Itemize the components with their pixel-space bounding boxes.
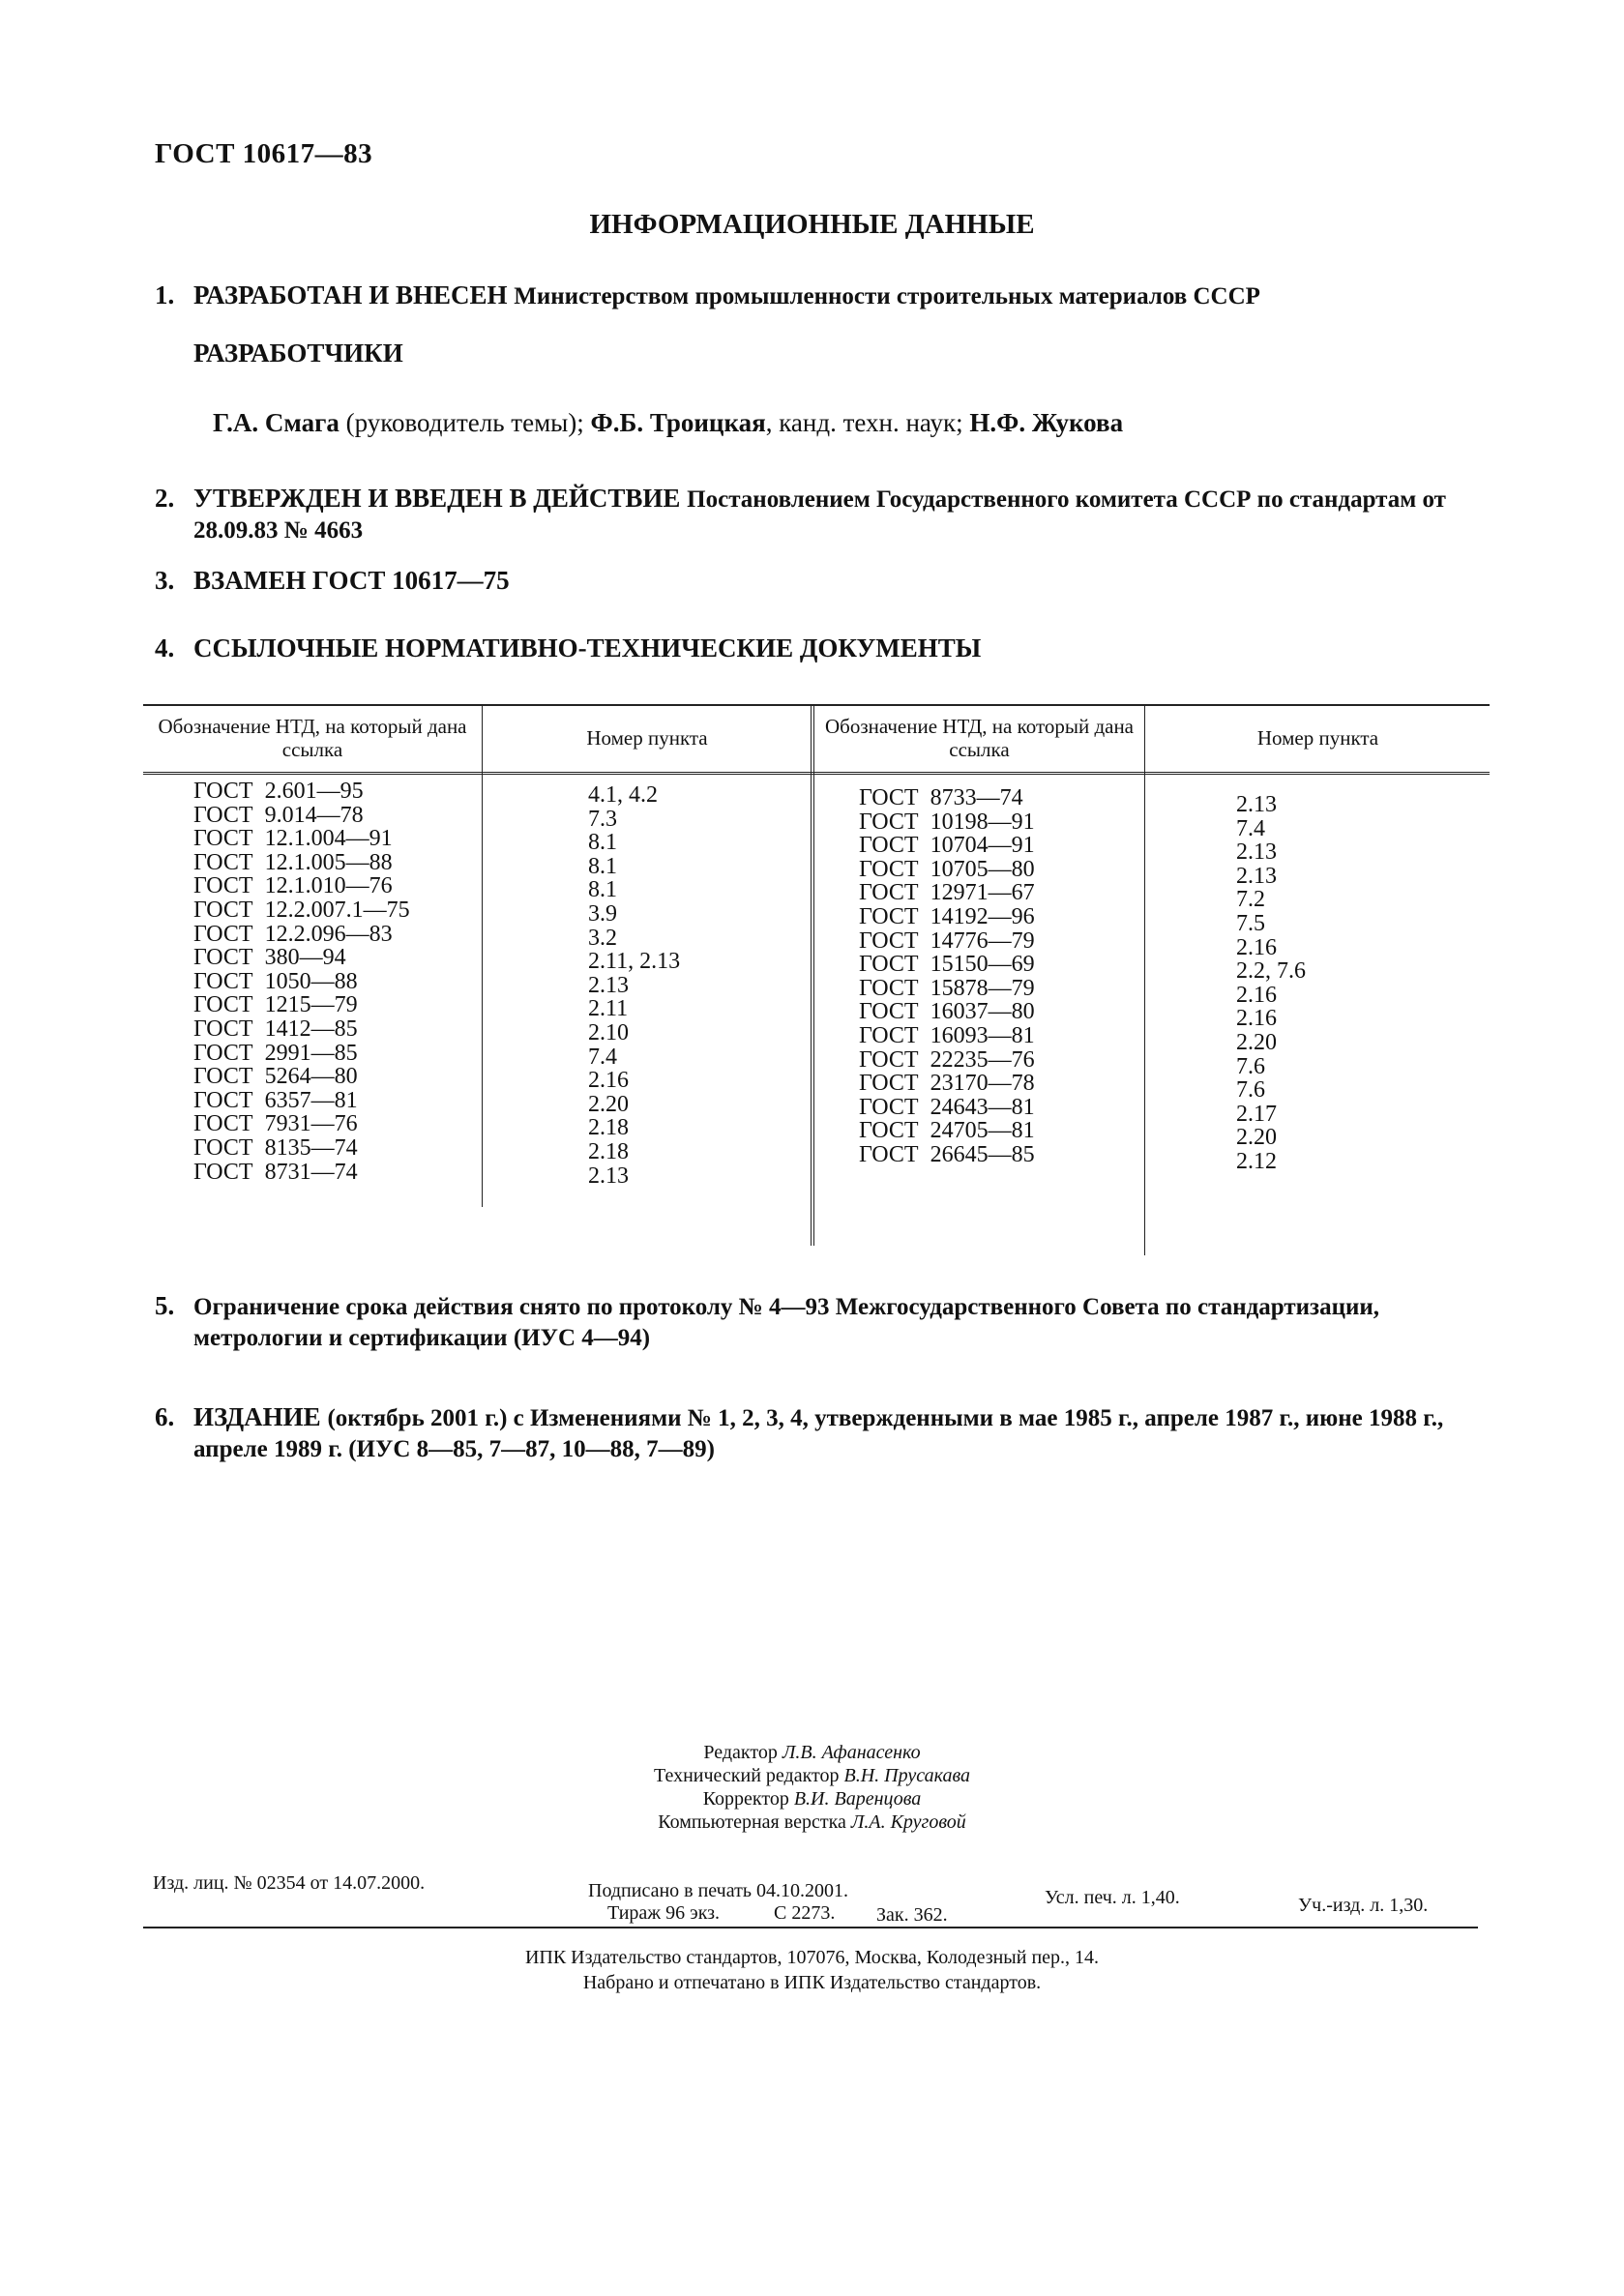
item-heading: ВЗАМЕН ГОСТ 10617—75: [193, 566, 510, 595]
doc-cell: ГОСТ 12.1.004—91: [193, 826, 393, 852]
developers-list: [213, 408, 1123, 438]
credit-line: [0, 1741, 1624, 1764]
developer-name: Ф.Б. Троицкая: [590, 408, 766, 437]
publisher-address: ИПК Издательство стандартов, 107076, Москва, Колодезный пер., 14.: [524, 1947, 1100, 1968]
item-5: [155, 1291, 1480, 1353]
doc-cell: ГОСТ 5264—80: [193, 1064, 358, 1090]
left-doc-column: [193, 780, 410, 1184]
credit-role: Компьютерная верстка: [658, 1811, 851, 1833]
doc-cell: ГОСТ 15878—79: [859, 975, 1035, 1001]
doc-cell: ГОСТ 1215—79: [193, 992, 358, 1018]
doc-cell: ГОСТ 6357—81: [193, 1087, 358, 1113]
doc-cell: ГОСТ 12971—67: [859, 880, 1035, 906]
credit-role: Технический редактор: [654, 1765, 844, 1786]
clause-cell: 2.16: [588, 1068, 629, 1094]
doc-cell: ГОСТ 24705—81: [859, 1118, 1035, 1144]
clause-cell: 2.13: [588, 972, 629, 998]
item-text: Постановлением Государственного комитета СССР по стандартам от 28.09.83 № 4663: [193, 486, 1446, 544]
credit-role: Корректор: [702, 1788, 794, 1810]
item-heading: РАЗРАБОТАН И ВНЕСЕН: [193, 280, 508, 309]
item-text: Ограничение срока действия снято по протоколу № 4—93 Межгосударственного Совета по стандартизации, метрологии и сертификации (ИУС 4—94): [193, 1294, 1380, 1351]
doc-cell: ГОСТ 380—94: [193, 945, 346, 971]
doc-cell: ГОСТ 10704—91: [859, 833, 1035, 859]
clause-cell: 7.5: [1236, 910, 1265, 936]
item-3: [155, 566, 1480, 595]
doc-cell: ГОСТ 22235—76: [859, 1046, 1035, 1073]
doc-cell: ГОСТ 12.2.007.1—75: [193, 897, 410, 923]
doc-cell: ГОСТ 10705—80: [859, 856, 1035, 882]
developer-role: (руководитель темы);: [339, 408, 591, 437]
clause-cell: 2.11: [588, 996, 629, 1022]
credit-line: [0, 1787, 1624, 1810]
clause-cell: 7.4: [588, 1044, 617, 1070]
doc-cell: ГОСТ 1412—85: [193, 1016, 358, 1042]
item-6: [155, 1402, 1480, 1464]
header-doc-left: Обозначение НТД, на который дана ссылка: [158, 715, 467, 761]
clause-cell: 8.1: [588, 830, 617, 856]
left-clause-column: [588, 783, 680, 1188]
right-doc-column: [859, 786, 1035, 1167]
clause-cell: 7.3: [588, 806, 617, 832]
clause-cell: 2.16: [1236, 1006, 1277, 1032]
doc-cell: ГОСТ 23170—78: [859, 1071, 1035, 1097]
clause-cell: 2.10: [588, 1019, 629, 1045]
column-divider: [1144, 704, 1145, 1255]
doc-cell: ГОСТ 7931—76: [193, 1111, 358, 1137]
item-heading: УТВЕРЖДЕН И ВВЕДЕН В ДЕЙСТВИЕ: [193, 484, 681, 513]
clause-cell: 2.17: [1236, 1101, 1277, 1127]
item-text: Министерством промышленности строительных материалов СССР: [514, 283, 1260, 309]
table-header-border: [143, 772, 1490, 775]
signed-date: Подписано в печать 04.10.2001.: [588, 1880, 848, 1901]
item-2: [155, 484, 1480, 545]
references-table: [143, 704, 1490, 1255]
clause-cell: 2.13: [1236, 839, 1277, 866]
item-number: 5.: [155, 1291, 175, 1320]
credit-name: Л.А. Круговой: [850, 1811, 966, 1833]
clause-cell: 2.13: [1236, 863, 1277, 889]
clause-cell: 2.18: [588, 1115, 629, 1141]
item-number: 2.: [155, 484, 175, 513]
clause-cell: 2.13: [588, 1163, 629, 1189]
credit-name: В.И. Варенцова: [793, 1788, 922, 1810]
print-run: Тираж 96 экз.: [607, 1902, 721, 1924]
clause-cell: 3.2: [588, 925, 617, 951]
clause-cell: 2.20: [588, 1091, 629, 1117]
document-code: ГОСТ 10617—83: [155, 138, 373, 169]
doc-cell: ГОСТ 16037—80: [859, 999, 1035, 1025]
clause-cell: 3.9: [588, 900, 617, 927]
item-number: 6.: [155, 1402, 175, 1431]
item-number: 1.: [155, 280, 175, 309]
item-heading: ССЫЛОЧНЫЕ НОРМАТИВНО-ТЕХНИЧЕСКИЕ ДОКУМЕНТЫ: [193, 633, 982, 662]
developer-name: Г.А. Смага: [213, 408, 340, 437]
doc-cell: ГОСТ 12.1.010—76: [193, 873, 393, 899]
c-code: С 2273.: [774, 1902, 836, 1924]
clause-cell: 8.1: [588, 877, 617, 903]
credit-name: В.Н. Прусакава: [843, 1765, 970, 1786]
clause-cell: 2.2, 7.6: [1236, 958, 1306, 985]
credit-role: Редактор: [703, 1742, 782, 1763]
editorial-credits: [0, 1741, 1624, 1834]
doc-cell: ГОСТ 2991—85: [193, 1040, 358, 1066]
item-number: 4.: [155, 633, 175, 662]
item-text: (октябрь 2001 г.) с Изменениями № 1, 2, 3, 4, утвержденными в мае 1985 г., апреле 1987 г., июне 1988 г., апреле 1989 г. (ИУС 8—85, 7—87, 10—88, 7—89): [193, 1405, 1444, 1462]
order-number: Зак. 362.: [876, 1904, 948, 1926]
printed-by: Набрано и отпечатано в ИПК Издательство стандартов.: [582, 1972, 1042, 1993]
clause-cell: 8.1: [588, 853, 617, 879]
print-sheets: Усл. печ. л. 1,40.: [1045, 1887, 1180, 1908]
developer-role: , канд. техн. наук;: [765, 408, 970, 437]
item-heading: ИЗДАНИЕ: [193, 1402, 321, 1431]
header-clause-right: Номер пункта: [1256, 726, 1379, 750]
item-1: [155, 280, 1480, 311]
doc-cell: ГОСТ 15150—69: [859, 952, 1035, 978]
publisher-sheets: Уч.-изд. л. 1,30.: [1298, 1895, 1429, 1916]
doc-cell: ГОСТ 10198—91: [859, 809, 1035, 835]
divider-line: [143, 1927, 1478, 1928]
doc-cell: ГОСТ 12.2.096—83: [193, 921, 393, 947]
page-title: ИНФОРМАЦИОННЫЕ ДАННЫЕ: [589, 209, 1035, 240]
doc-cell: ГОСТ 14192—96: [859, 903, 1035, 929]
clause-cell: 2.16: [1236, 934, 1277, 960]
clause-cell: 2.20: [1236, 1029, 1277, 1055]
column-divider: [482, 704, 483, 1207]
credit-line: [0, 1764, 1624, 1787]
item-4: [155, 633, 1480, 662]
doc-cell: ГОСТ 14776—79: [859, 927, 1035, 954]
clause-cell: 2.13: [1236, 792, 1277, 817]
clause-cell: 7.2: [1236, 887, 1265, 913]
header-doc-right: Обозначение НТД, на который дана ссылка: [824, 715, 1135, 761]
clause-cell: 2.20: [1236, 1125, 1277, 1151]
doc-cell: ГОСТ 9.014—78: [193, 802, 364, 828]
license-number: Изд. лиц. № 02354 от 14.07.2000.: [153, 1872, 426, 1894]
clause-cell: 2.11, 2.13: [588, 949, 681, 975]
doc-cell: ГОСТ 8731—74: [193, 1159, 358, 1185]
item-number: 3.: [155, 566, 175, 595]
clause-cell: 7.6: [1236, 1077, 1265, 1104]
doc-cell: ГОСТ 16093—81: [859, 1022, 1035, 1048]
header-clause-left: Номер пункта: [586, 726, 708, 750]
doc-cell: ГОСТ 8733—74: [859, 785, 1023, 810]
clause-cell: 2.12: [1236, 1148, 1277, 1174]
right-clause-column: [1236, 793, 1306, 1174]
center-divider: [811, 704, 814, 1246]
doc-cell: ГОСТ 2.601—95: [193, 779, 364, 804]
developers-label: РАЗРАБОТЧИКИ: [193, 339, 403, 368]
doc-cell: ГОСТ 24643—81: [859, 1094, 1035, 1120]
clause-cell: 4.1, 4.2: [588, 782, 658, 808]
clause-cell: 7.6: [1236, 1053, 1265, 1079]
doc-cell: ГОСТ 26645—85: [859, 1141, 1035, 1167]
developer-name: Н.Ф. Жукова: [969, 408, 1124, 437]
doc-cell: ГОСТ 1050—88: [193, 968, 358, 994]
credit-line: [0, 1810, 1624, 1834]
doc-cell: ГОСТ 8135—74: [193, 1134, 358, 1161]
doc-cell: ГОСТ 12.1.005—88: [193, 849, 393, 875]
clause-cell: 2.18: [588, 1138, 629, 1164]
clause-cell: 2.16: [1236, 982, 1277, 1008]
credit-name: Л.В. Афанасенко: [782, 1742, 921, 1763]
clause-cell: 7.4: [1236, 815, 1265, 841]
